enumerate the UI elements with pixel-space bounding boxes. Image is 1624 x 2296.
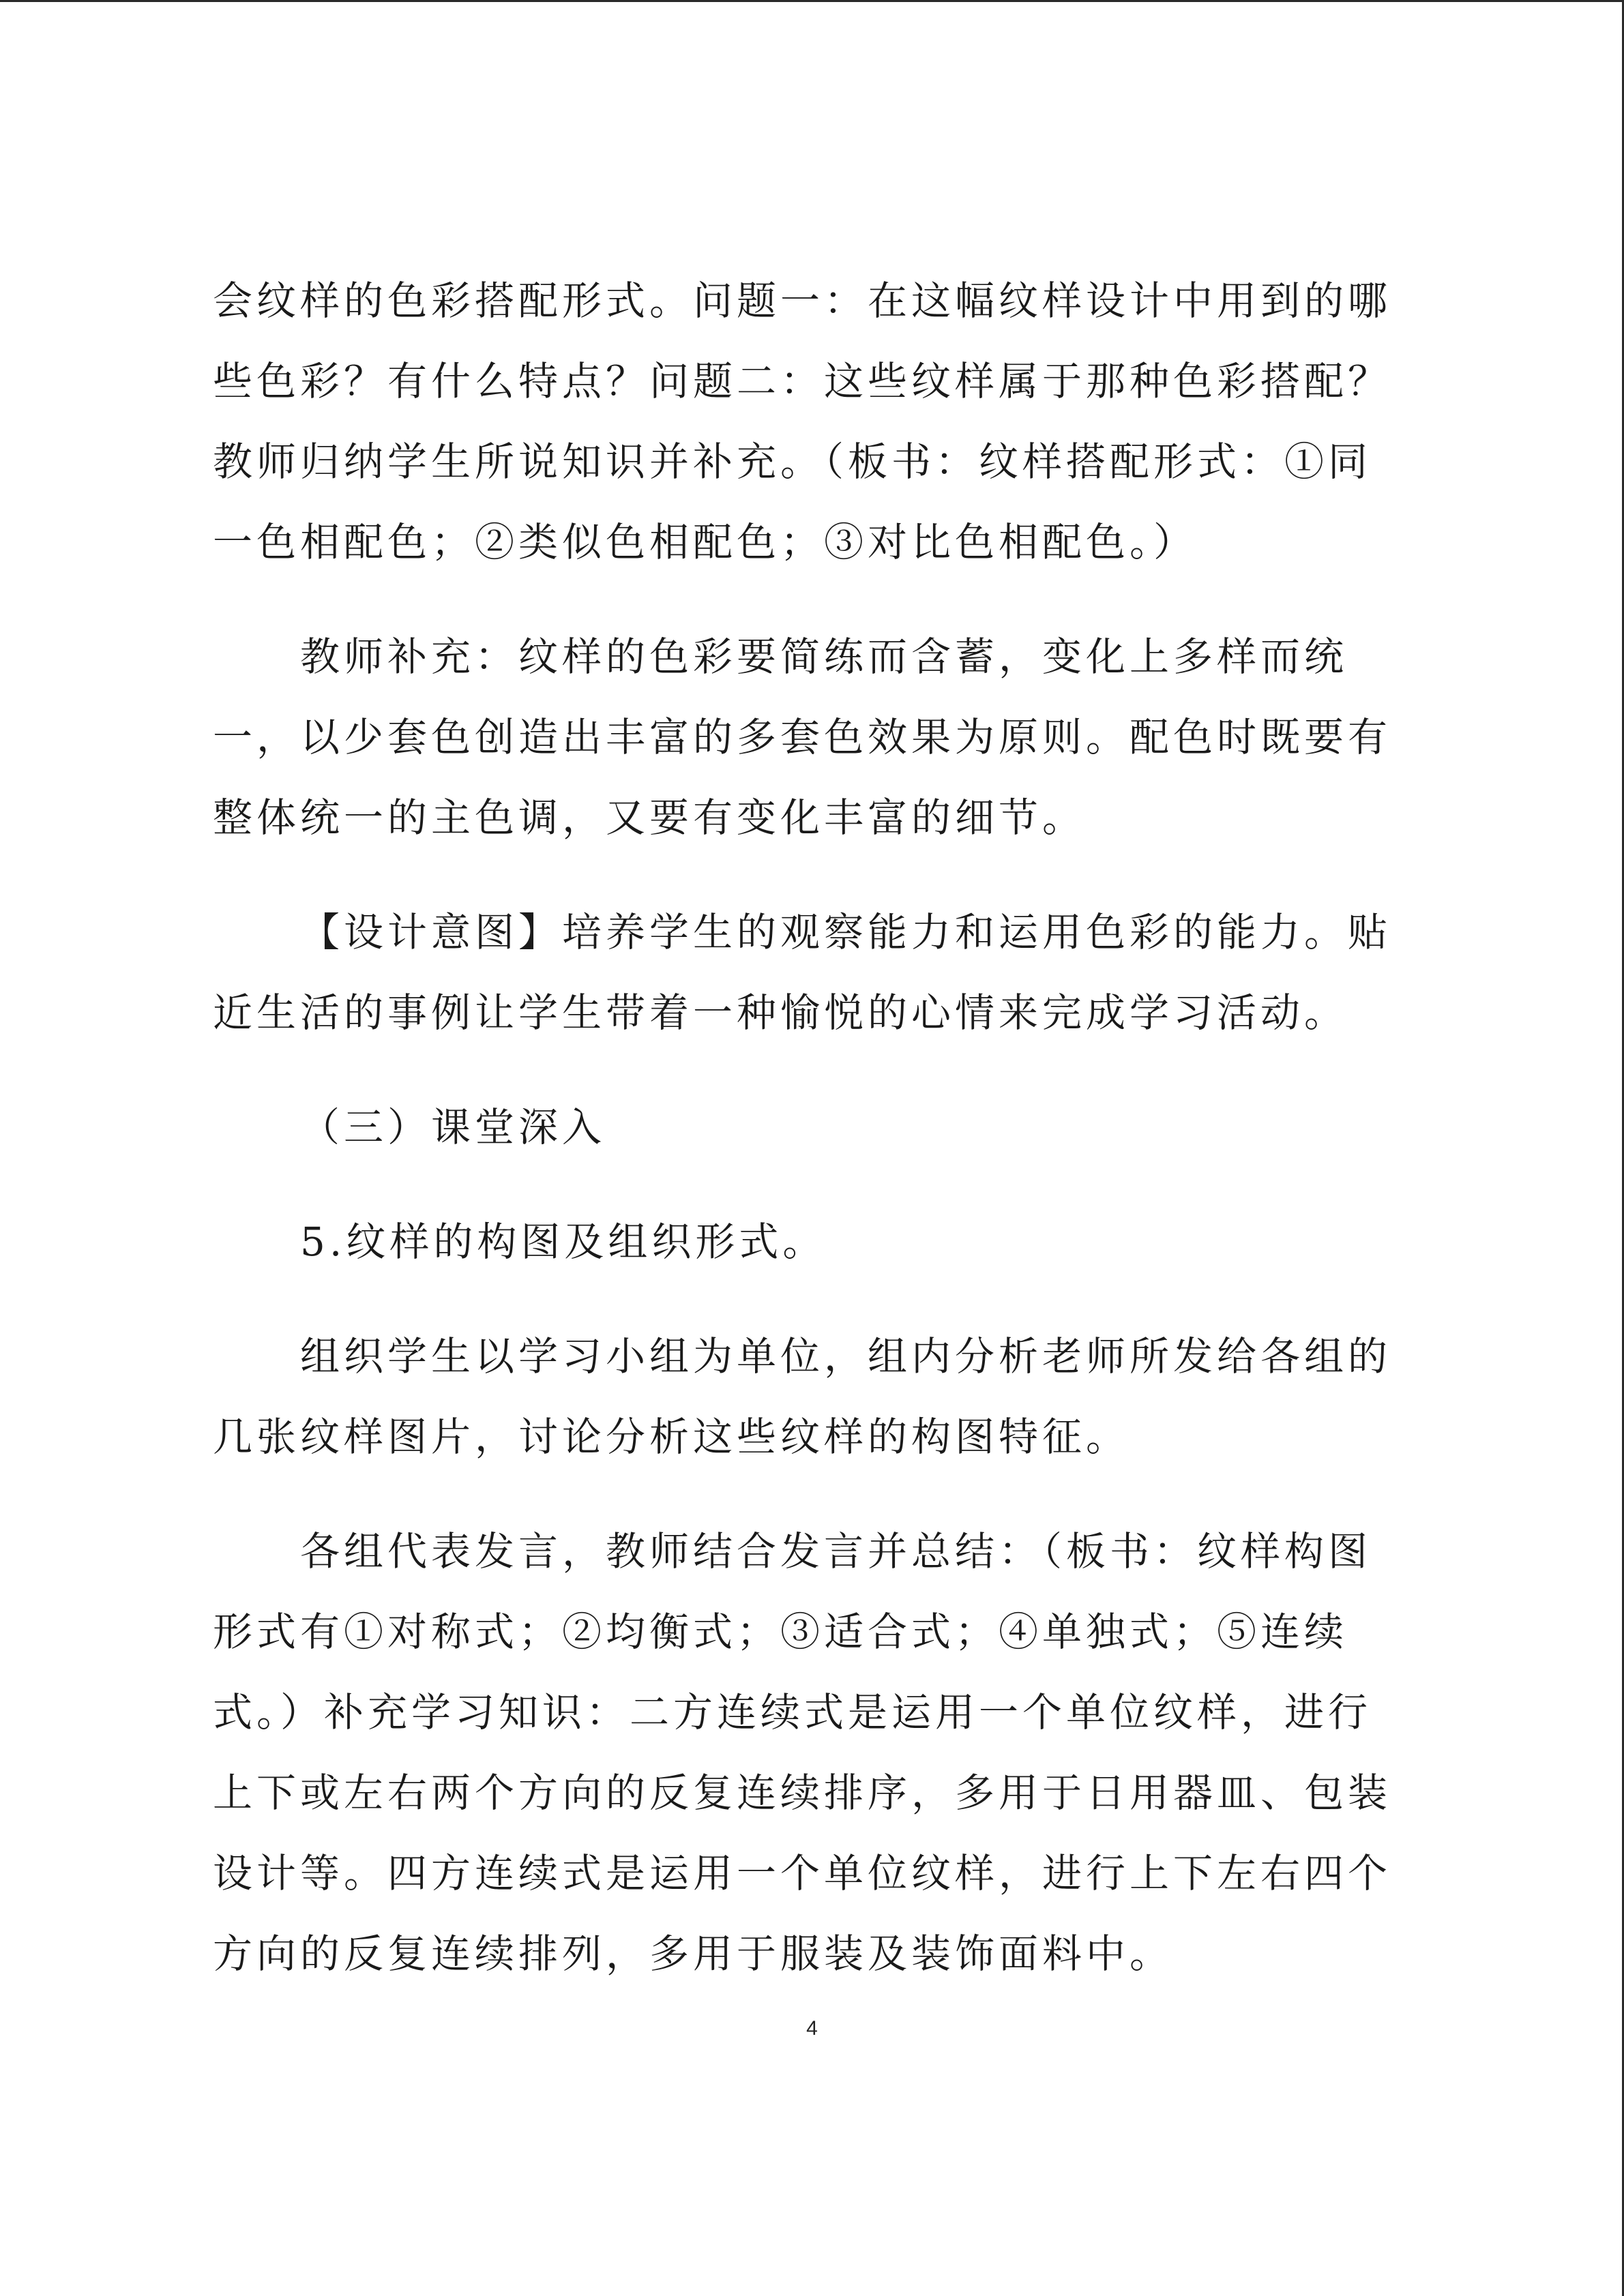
text-line: 【设计意图】培养学生的观察能力和运用色彩的能力。贴 [300,909,1392,955]
document-body [213,260,1392,2028]
text-line: 各组代表发言，教师结合发言并总结：（板书：纹样构图 [300,1528,1372,1575]
text-line: 方向的反复连续排列，多用于服装及装饰面料中。 [213,1930,1174,1977]
text-line: 几张纹样图片，讨论分析这些纹样的构图特征。 [213,1414,1130,1460]
text-line: 教师补充：纹样的色彩要简练而含蓄，变化上多样而统 [300,633,1348,680]
paragraph-design-intent [213,892,1392,1053]
text-line: 5.纹样的构图及组织形式。 [300,1219,827,1265]
text-line: 一，以少套色创造出丰富的多套色效果为原则。配色时既要有 [213,714,1392,760]
text-line: 一色相配色；②类似色相配色；③对比色相配色。） [213,519,1198,565]
text-line: 式。）补充学习知识：二方连续式是运用一个单位纹样，进行 [213,1689,1372,1735]
paragraph-group-summary [213,1511,1392,1994]
text-line: 会纹样的色彩搭配形式。问题一：在这幅纹样设计中用到的哪 [213,278,1392,324]
text-line: 近生活的事例让学生带着一种愉悦的心情来完成学习活动。 [213,989,1348,1036]
text-line: 形式有①对称式；②均衡式；③适合式；④单独式；⑤连续 [213,1609,1348,1655]
text-line: 设计等。四方连续式是运用一个单位纹样，进行上下左右四个 [213,1850,1392,1896]
text-line: 教师归纳学生所说知识并补充。（板书：纹样搭配形式：①同 [213,438,1372,485]
item-heading [213,1202,1383,1282]
paragraph-group-activity [213,1316,1392,1477]
paragraph-color-matching-questions [213,260,1392,582]
text-line: 组织学生以学习小组为单位，组内分析老师所发给各组的 [300,1333,1392,1380]
section-heading [213,1087,1383,1167]
text-line: （三）课堂深入 [300,1104,606,1150]
page-edge-top [0,0,1624,2]
text-line: 上下或左右两个方向的反复连续排序，多用于日用器皿、包装 [213,1770,1392,1816]
text-line: 整体统一的主色调，又要有变化丰富的细节。 [213,794,1087,841]
text-line: 些色彩？有什么特点？问题二：这些纹样属于那种色彩搭配？ [213,358,1392,404]
paragraph-teacher-supplement [213,616,1392,858]
page-number: 4 [806,2017,818,2040]
